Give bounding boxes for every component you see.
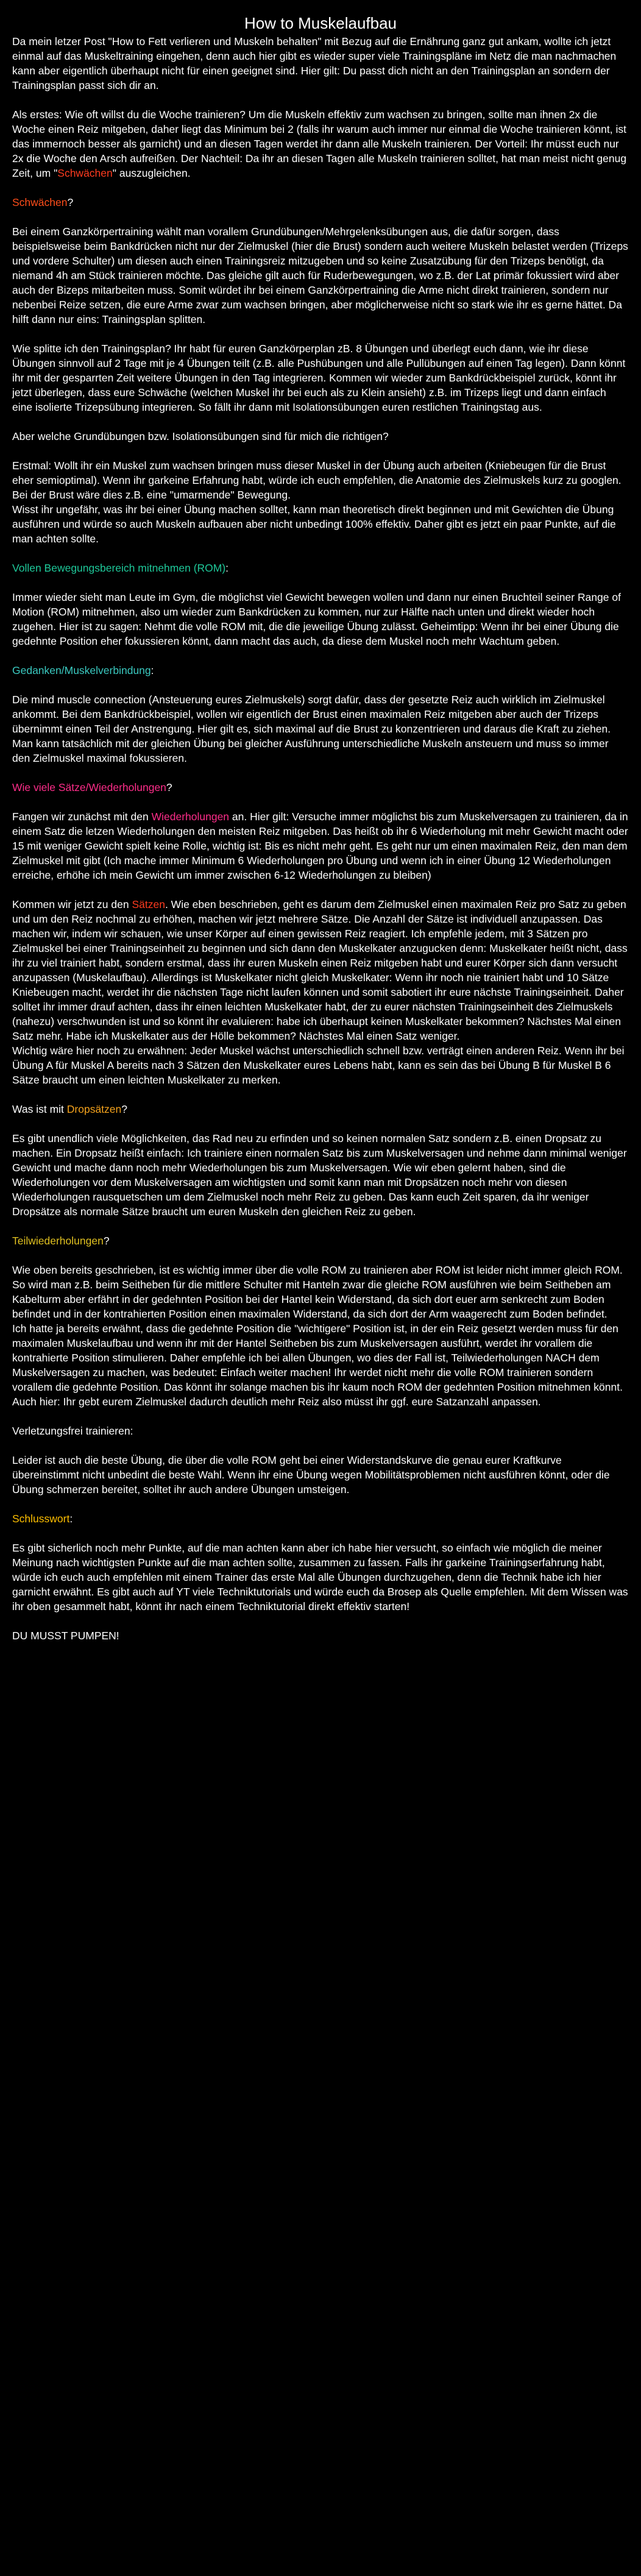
page-title: How to Muskelaufbau bbox=[244, 14, 397, 32]
schlusswort-paragraph-1: Es gibt sicherlich noch mehr Punkte, auf die man achten kann aber ich habe hier versucht, so einfach wie möglich die meiner Meinung nach wichtigsten Punkte auf die man achten sollte, zusammen zu fassen. Falls ihr garkeine Trainingserfahrung habt, würde ich euch auch empfehlen mit einem Trainer das erste Mal alle Übungen durchzugehen, denn die Technik habe ich hier garnicht erwähnt. Es gibt auch auf YT viele Techniktutorials und würde euch da Brosep als Quelle empfehlen. Mit dem Wissen was ihr oben gesammelt habt, könnt ihr nach einem Techniktutorial direkt effektiv starten! bbox=[12, 1542, 628, 1613]
teilwiederholungen-paragraph-2: Verletzungsfrei trainieren: bbox=[12, 1425, 133, 1437]
schwaechen-paragraph-1: Bei einem Ganzkörpertraining wählt man vorallem Grundübungen/Mehrgelenksübungen aus, die dafür sorgen, dass beispielsweise beim Bankdrücken nicht nur der Zielmuskel (hier die Brust) sondern auch weitere Muskeln belastet werden (Trizeps und vordere Schulter) um diesen auch einen Trainingsreiz mitzugeben und so keine Zusatzübung für den Trizeps benötigt, da niemand 4h am Stück trainieren möchte. Das gleiche gilt auch für Ruderbewegungen, wo z.B. der Lat primär fokussiert wird aber auch der Bizeps mitarbeiten muss. Somit würdet ihr bei einem Ganzkörpertraining die Arme nicht direkt trainieren, sondern nur nebenbei Reize setzen, die eure Arme zwar zum wachsen bringen, aber möglicherweise nicht so stark wie ihr es gerne hättet. Da hilft dann nur eins: Trainingsplan splitten. bbox=[12, 225, 628, 325]
heading-suffix: ? bbox=[103, 1235, 110, 1247]
heading-label-dropsaetze: Dropsätzen bbox=[66, 1103, 122, 1115]
heading-label-schwaechen: Schwächen bbox=[12, 196, 68, 208]
intro-paragraph-1: Da mein letzer Post "How to Fett verlieren und Muskeln behalten" mit Bezug auf die Ernährung ganz gut ankam, wollte ich jetzt einmal auf das Muskeltraining eingehen, denn auch hier gibt es wieder super viele Trainingspläne im Netz die man nachmachen kann aber eigentlich überhaupt nicht für einen geeignet sind. Hier gilt: Du passt dich nicht an den Trainingsplan an sondern der Trainingsplan passt sich dir an. bbox=[12, 35, 617, 91]
section-heading-verbindung bbox=[12, 663, 629, 678]
schwaechen-paragraph-4: Erstmal: Wollt ihr ein Muskel zum wachsen bringen muss dieser Muskel in der Übung auch arbeiten (Kniebeugen für die Brust eher semioptimal). Wenn ihr garkeine Erfahrung habt, würde ich euch empfehlen, die Anatomie des Zielmuskels kurz zu googlen. Bei der Brust wäre dies z.B. eine "umarmende" Bewegung. Wisst ihr ungefähr, was ihr bei einer Übung machen solltet, kann man theoretisch direkt beginnen und mit Gewichten die Übung ausführen und würde so auch Muskeln aufbauen aber nicht unbedingt 100% effektiv. Daher gibt es jetzt ein paar Punkte, auf die man achten sollte. bbox=[12, 459, 622, 545]
schwaechen-paragraph-3: Aber welche Grundübungen bzw. Isolationsübungen sind für mich die richtigen? bbox=[12, 430, 389, 442]
heading-label-teilwiederholungen: Teilwiederholungen bbox=[12, 1235, 104, 1247]
heading-suffix: : bbox=[225, 562, 229, 574]
saetze-highlight: Sätzen bbox=[132, 898, 165, 910]
saetze-paragraph-2 bbox=[12, 897, 629, 1087]
rom-paragraph-1: Immer wieder sieht man Leute im Gym, die möglichst viel Gewicht bewegen wollen und dann nur einen Bruchteil seiner Range of Motion (ROM) mitnehmen, also um wieder zum Bankdrücken zu kommen, nur zur Hälfte nach unten und direkt wieder hoch zugehen. Hier ist zu sagen: Nehmt die volle ROM mit, die die jeweilige Übung zulässt. Geheimtipp: Wenn ihr bei einer Übung die gedehnte Position eher fokussieren könnt, dann macht das auch, da diese dem Muskel noch mehr Wachtum geben. bbox=[12, 591, 621, 647]
section-heading-schwaechen bbox=[12, 195, 629, 210]
heading-suffix: : bbox=[151, 664, 154, 676]
section-heading-saetze bbox=[12, 780, 629, 795]
schlusswort-paragraph-2: DU MUSST PUMPEN! bbox=[12, 1630, 119, 1642]
heading-label-verbindung: Gedanken/Muskelverbindung bbox=[12, 664, 151, 676]
dropsaetze-paragraph-1: Es gibt unendlich viele Möglichkeiten, das Rad neu zu erfinden und so keinen normalen Satz sondern z.B. einen Dropsatz zu machen. Ein Dropsatz heißt einfach: Ich trainiere einen normalen Satz bis zum Muskelversagen und nehme dann minimal weniger Gewicht und mache dann noch mehr Wiederholungen bis zum Muskelversagen. Wie wir eben gelernt haben, sind die Wiederholungen vor dem Muskelversagen am wichtigsten und somit kann man mit Dropsätzen noch mehr von diesen Wiederholungen rausquetschen um dem Zielmuskel noch mehr Reiz zu geben. Das kann euch Zeit sparen, da ihr weniger Dropsätze als normale Sätze braucht um euren Muskeln den gleichen Reiz zu geben. bbox=[12, 1132, 627, 1218]
teilwiederholungen-paragraph-3: Leider ist auch die beste Übung, die über die volle ROM geht bei einer Widerstandskurve die genau eurer Kraftkurve übereinstimmt nicht unbedint die beste Wahl. Wenn ihr eine Übung wegen Mobilitätsproblemen nicht ausführen könnt, oder die Übung schmerzen bereitet, solltet ihr auch andere Übungen umsteigen. bbox=[12, 1454, 610, 1496]
saetze-p2-before: Kommen wir jetzt zu den bbox=[12, 898, 132, 910]
schwaechen-paragraph-2: Wie splitte ich den Trainingsplan? Ihr habt für euren Ganzkörperplan zB. 8 Übungen und überlegt euch dann, wie ihr diese Übungen sinnvoll auf 2 Tage mit je 4 Übungen teilt (z.B. alle Pushübungen und alle Pullübungen auf einen Tag legen). Dann könnt ihr mit der gesparrten Zeit weitere Übungen in den Tag integrieren. Kommen wir wieder zum Bankdrückbeispiel zurück, könnt ihr jetzt überlegen, dass eure Schwäche (welchen Muskel ihr bei euch als zu Klein ansieht) z.B. im Trizeps liegt und dann einfach eine isolierte Trizepsübung integrieren. So fällt ihr dann mit Isolationsübungen euren restlichen Trainingstag aus. bbox=[12, 342, 626, 413]
heading-suffix: ? bbox=[67, 196, 74, 208]
saetze-p1-after: an. Hier gilt: Versuche immer möglichst bis zum Muskelversagen zu trainieren, da in einem Satz die letzen Wiederholungen den meisten Reiz mitgeben. Das heißt ob ihr 6 Wiederholung mit mehr Gewicht macht oder 15 mit weniger Gewicht spielt keine Rolle, wichtig ist: Bis es nicht mehr geht. Es geht nur um einen maximalen Reiz, den man dem Zielmuskel mit gibt (Ich mache immer Minimum 6 Wiederholungen pro Übung und wenn ich in einer Übung 12 Wiederholungen erreiche, erhöhe ich mein Gewicht um immer zwischen 6-12 Wiederholungen zu bleiben) bbox=[12, 811, 628, 881]
wiederholungen-highlight: Wiederholungen bbox=[151, 811, 230, 823]
section-heading-rom bbox=[12, 561, 629, 575]
intro-text-after: " auszugleichen. bbox=[112, 167, 191, 179]
heading-label-saetze: Wie viele Sätze/Wiederholungen bbox=[12, 781, 166, 793]
saetze-p1-before: Fangen wir zunächst mit den bbox=[12, 811, 152, 823]
heading-suffix: ? bbox=[166, 781, 172, 793]
section-heading-schlusswort bbox=[12, 1511, 629, 1526]
heading-label-rom: Vollen Bewegungsbereich mitnehmen (ROM) bbox=[12, 562, 226, 574]
saetze-paragraph-1 bbox=[12, 809, 629, 882]
intro-text-before: Als erstes: Wie oft willst du die Woche trainieren? Um die Muskeln effektiv zum wachsen zu bringen, sollte man ihnen 2x die Woche einen Reiz mitgeben, daher liegt das Minimum bei 2 (falls ihr warum auch immer nur einmal die Woche trainieren könnt, ist das immernoch besser als garnicht) und an diesen Tagen werdet ihr dann alle Muskeln trainieren. Der Vorteil: Ihr müsst euch nur 2x die Woche den Arsch aufreißen. Der Nachteil: Da ihr an diesen Tagen alle Muskeln trainieren solltet, hat man meist nicht genug Zeit, um " bbox=[12, 108, 627, 179]
saetze-p2-after: . Wie eben beschrieben, geht es darum dem Zielmuskel einen maximalen Reiz pro Satz zu geben und um den Reiz nochmal zu erhöhen, machen wir jetzt mehrere Sätze. Die Anzahl der Sätze ist individuell anzupassen. Das machen wir, indem wir schauen, wie unser Körper auf einen gewissen Reiz reagiert. Ich empfehle jedem, mit 3 Sätzen pro Zielmuskel bei einer Trainingseinheit zu beginnen und sich dann den Muskelkater anzugucken denn: Muskelkater heißt nicht, dass ihr zu viel trainiert habt, sondern erstmal, dass ihr euren Muskeln einen Reiz mitgeben habt und eurer Körper sich dann versucht anzupassen (Muskelaufbau). Allerdings ist Muskelkater nicht gleich Muskelkater: Wenn ihr noch nie trainiert habt und 10 Sätze Kniebeugen macht, werdet ihr die nächsten Tage nicht laufen können und somit sabotiert ihr eure nächste Trainingseinheit. Daher solltet ihr immer drauf achten, dass ihr einen leichten Muskelkater habt, der zu eurer nächsten Trainingseinheit des Zielmuskels (nahezu) verschwunden ist und so könnt ihr evaluieren: habe ich überhaupt keinen Muskelkater bekommen? Nächstes Mal einen Satz mehr. Habe ich Muskelkater aus der Hölle bekommen? Nächstes Mal einen Satz weniger. Wichtig wäre hier noch zu erwähnen: Jeder Muskel wächst unterschiedlich schnell bzw. verträgt einen anderen Reiz. Wenn ihr bei Übung A für Muskel A bereits nach 3 Sätzen den Muskelkater eures Lebens habt, kann es sein das bei Übung B für Muskel B 6 Sätze braucht um einen leichten Muskelkater zu merken. bbox=[12, 898, 628, 1086]
heading-label-schlusswort: Schlusswort bbox=[12, 1513, 70, 1525]
section-heading-teilwiederholungen bbox=[12, 1233, 629, 1248]
heading-suffix: ? bbox=[121, 1103, 127, 1115]
intro-paragraph-2 bbox=[12, 107, 629, 180]
heading-prefix: Was ist mit bbox=[12, 1103, 67, 1115]
section-heading-dropsaetze bbox=[12, 1102, 629, 1116]
heading-suffix: : bbox=[69, 1513, 73, 1525]
verbindung-paragraph-1: Die mind muscle connection (Ansteuerung eures Zielmuskels) sorgt dafür, dass der gesetzte Reiz auch wirklich im Zielmuskel ankommt. Bei dem Bankdrückbeispiel, wollen wir eigentlich der Brust einen maximalen Reiz mitgeben aber auch der Trizeps übernimmt einen Teil der Anstrengung. Hier gilt es, sich maximal auf die Brust zu konzentrieren und daraus die Kraft zu ziehen. Man kann tatsächlich mit der gleichen Übung bei gleicher Ausführung unterschiedliche Muskeln ansteuern und muss so immer den Zielmuskel maximal fokussieren. bbox=[12, 694, 611, 764]
teilwiederholungen-paragraph-1: Wie oben bereits geschrieben, ist es wichtig immer über die volle ROM zu trainieren aber ROM ist leider nicht immer gleich ROM. So wird man z.B. beim Seitheben für die mittlere Schulter mit Hanteln zwar die gleiche ROM ausführen wie beim Seitheben am Kabelturm aber erfährt in der gedehnten Position bei der Hantel kein Widerstand, da sich dort euer arm senkrecht zum Boden befindet und in der kontrahierten Position einen maximalen Widerstand, da sich dort der Arm waagerecht zum Boden befindet. Ich hatte ja bereits erwähnt, dass die gedehnte Position die "wichtigere" Position ist, in der ein Reiz gesetzt werden muss für den maximalen Muskelaufbau und wenn ihr mit der Hantel Seitheben bis zum Muskelversagen ausführt, werdet ihr vorallem die kontrahierte Position stimulieren. Daher empfehle ich bei allen Übungen, wo dies der Fall ist, Teilwiederholungen NACH dem Muskelversagen zu machen, was bedeutet: Einfach weiter machen! Ihr werdet nicht mehr die volle ROM trainieren sondern vorallem die gedehnte Position. Das könnt ihr solange machen bis ihr kaum noch ROM der gedehnten Position mitnehmen könnt. Auch hier: Ihr gebt eurem Zielmuskel dadurch deutlich mehr Reiz also müsst ihr ggf. eure Satzanzahl anpassen. bbox=[12, 1264, 623, 1408]
schwaechen-highlight: Schwächen bbox=[57, 167, 113, 179]
